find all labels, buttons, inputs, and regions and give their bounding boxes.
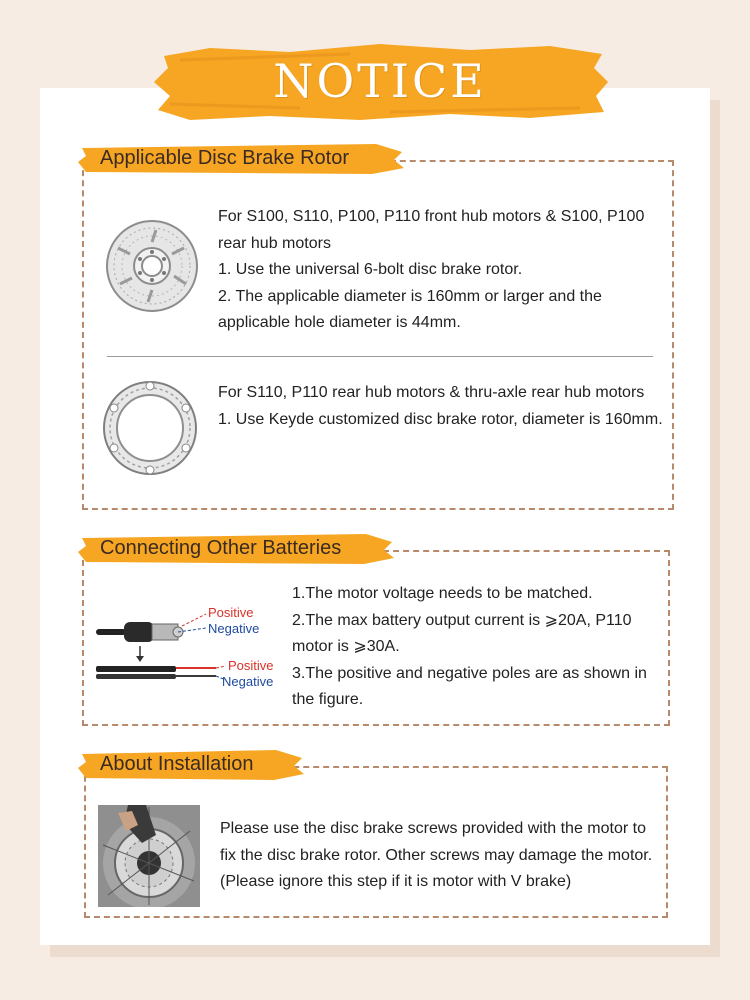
rotor-item2-text: [218, 380, 664, 433]
rotor-item2-heading: For S110, P110 rear hub motors & thru-axle rear hub motors: [218, 384, 645, 401]
installation-section-title: About Installation: [100, 753, 254, 775]
installation-text: Please use the disc brake screws provided with the motor to fix the disc brake rotor. Other screws may damage the motor. (Please ignore this step if it is motor with V brake): [220, 820, 653, 890]
batteries-section-label: [76, 532, 396, 566]
rotor-item1-text: [218, 204, 664, 337]
bottom-positive-label: Positive: [228, 658, 274, 673]
batteries-section-title: Connecting Other Batteries: [100, 537, 342, 559]
top-positive-label: Positive: [208, 605, 254, 620]
rotor-item2-line1: 1. Use Keyde customized disc brake rotor, diameter is 160mm.: [218, 410, 663, 428]
batteries-text: [292, 581, 664, 714]
batteries-line2: 2.The max battery output current is ⩾20A, P110 motor is ⩾30A.: [292, 611, 632, 655]
rotor-item1-heading: For S100, S110, P100, P110 front hub motors & S100, P100 rear hub motors: [218, 208, 645, 252]
batteries-line3: 3.The positive and negative poles are as shown in the figure.: [292, 664, 647, 708]
wheel-installation-photo-icon: [98, 805, 200, 907]
rotor-item1-line1: 1. Use the universal 6-bolt disc brake rotor.: [218, 261, 523, 278]
top-negative-label: Negative: [208, 621, 260, 636]
rotor-divider: [107, 356, 653, 357]
rotor-section-label: [76, 142, 406, 176]
disc-rotor-custom-icon: [100, 378, 200, 478]
installation-section-label: [76, 748, 306, 782]
rotor-section-title: Applicable Disc Brake Rotor: [100, 147, 349, 169]
batteries-line1: 1.The motor voltage needs to be matched.: [292, 585, 593, 602]
rotor-item1-line2: 2. The applicable diameter is 160mm or larger and the applicable hole diameter is 44mm.: [218, 287, 602, 331]
page-title: NOTICE: [273, 54, 487, 108]
bottom-negative-label: Negative: [222, 674, 274, 689]
disc-rotor-6-bolt-icon: [104, 218, 200, 314]
